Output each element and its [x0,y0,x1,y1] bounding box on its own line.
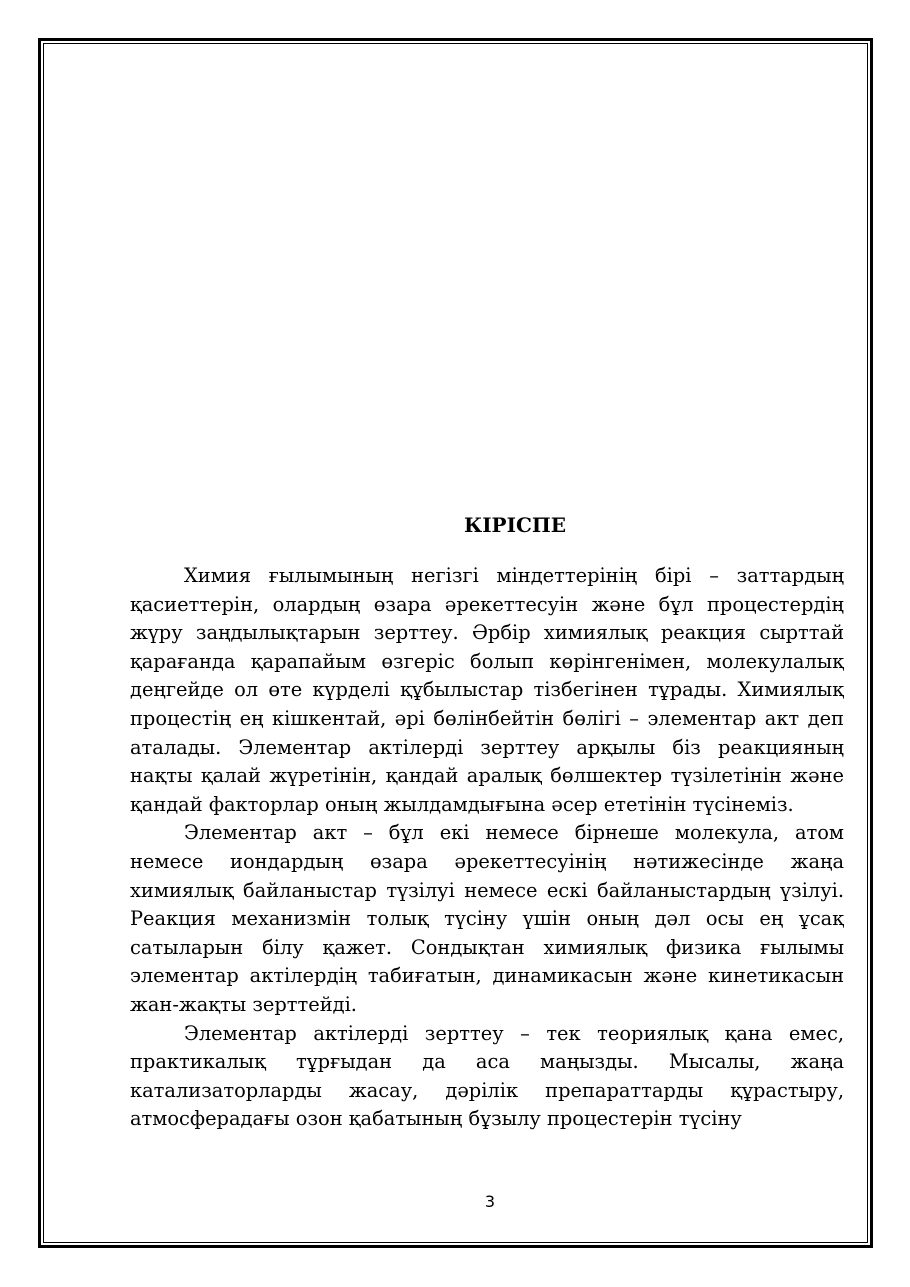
body-text [130,562,844,1190]
paragraph-3: Элементар актілерді зерттеу – тек теориялық қана емес, практикалық тұрғыдан да аса маңызды. Мысалы, жаңа катализаторларды жасау, дәрілік препараттарды құрастыру, атмосферадағы озон қабатының бұзылу процестерін түсіну [130,1021,844,1131]
page-number: 3 [484,1192,496,1211]
paragraph-2: Элементар акт – бұл екі немесе бірнеше молекула, атом немесе иондардың өзара әрекеттесуінің нәтижесінде жаңа химиялық байланыстар түзілуі немесе ескі байланыстардың үзілуі. Реакция механизмін толық түсіну үшін оның дәл осы ең ұсақ сатыларын білу қажет. Сондықтан химиялық физика ғылымы элементар актілердің табиғатын, динамикасын және кинетикасын жан-жақты зерттейді. [130,821,844,1016]
section-title: КІРІСПЕ [464,513,566,537]
paragraph-1: Химия ғылымының негізгі міндеттерінің бірі – заттардың қасиеттерін, олардың өзара әрекеттесуін және бұл процестердің жүру заңдылықтарын зерттеу. Әрбір химиялық реакция сырттай қарағанда қарапайым өзгеріс болып көрінгенімен, молекулалық деңгейде ол өте күрделі құбылыстар тізбегінен тұрады. Химиялық процестің ең кішкентай, әрі бөлінбейтін бөлігі – элементар акт деп аталады. Элементар актілерді зерттеу арқылы біз реакцияның нақты қалай жүретінін, қандай аралық бөлшектер түзілетінін және қандай факторлар оның жылдамдығына әсер ететінін түсінеміз. [130,564,844,816]
